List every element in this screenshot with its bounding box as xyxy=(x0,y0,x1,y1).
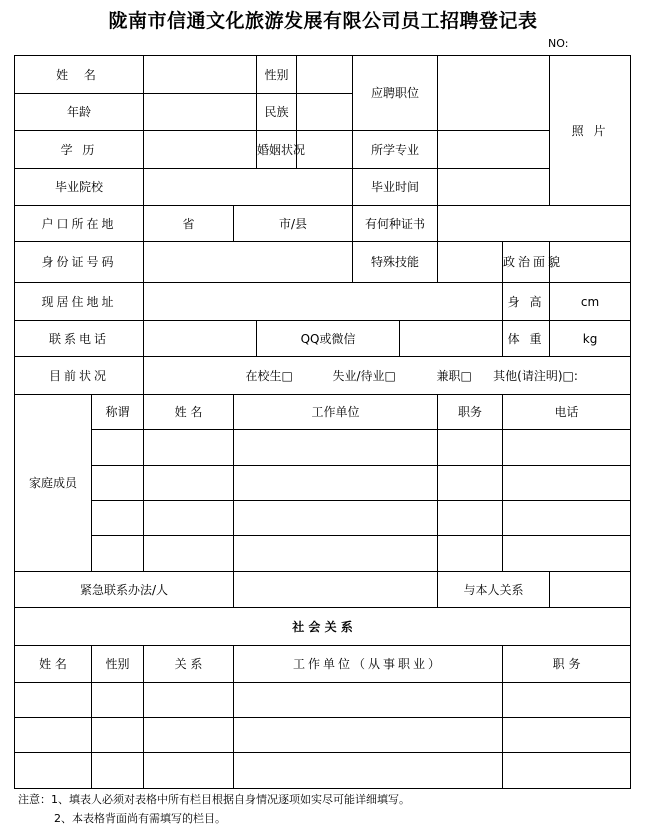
major-label: 所学专业 xyxy=(353,131,438,169)
registration-form-table xyxy=(14,55,631,789)
name-label: 姓 名 xyxy=(15,56,144,94)
status-options xyxy=(144,357,631,395)
status-option-part-time[interactable]: 兼职□ xyxy=(436,368,472,383)
certificates-field[interactable] xyxy=(438,206,631,242)
political-status-label: 政治面貌 xyxy=(503,242,550,283)
note-line-1: 注意：1、填表人必须对表格中所有栏目根据自身情况逐项如实尽可能详细填写。 xyxy=(18,793,410,806)
position-field[interactable] xyxy=(438,56,550,131)
family-members-label: 家庭成员 xyxy=(15,395,92,572)
form-title: 陇南市信通文化旅游发展有限公司员工招聘登记表 xyxy=(108,10,538,32)
relationship-label: 与本人关系 xyxy=(438,572,550,608)
id-number-field[interactable] xyxy=(144,242,353,283)
gender-label: 性别 xyxy=(257,56,297,94)
height-label: 身 高 xyxy=(503,283,550,321)
family-row xyxy=(15,536,631,572)
graduation-time-label: 毕业时间 xyxy=(353,169,438,206)
address-label: 现居住地址 xyxy=(15,283,144,321)
position-label: 应聘职位 xyxy=(353,56,438,131)
social-header-job: 职 务 xyxy=(503,646,631,683)
weight-field[interactable] xyxy=(550,321,631,357)
family-header-title: 称谓 xyxy=(92,395,144,430)
major-field[interactable] xyxy=(438,131,550,169)
age-field[interactable] xyxy=(144,94,257,131)
education-field[interactable] xyxy=(144,131,257,169)
emergency-contact-field[interactable] xyxy=(234,572,438,608)
social-header-name: 姓 名 xyxy=(15,646,92,683)
name-field[interactable] xyxy=(144,56,257,94)
skills-label: 特殊技能 xyxy=(353,242,438,283)
school-label: 毕业院校 xyxy=(15,169,144,206)
photo-box[interactable]: 照 片 xyxy=(550,56,631,206)
marital-status-label: 婚姻状况 xyxy=(257,131,297,169)
province-field[interactable] xyxy=(144,206,234,242)
phone-label: 联系电话 xyxy=(15,321,144,357)
city-label: 市/县 xyxy=(278,216,308,231)
qq-wechat-field[interactable] xyxy=(400,321,503,357)
family-row xyxy=(15,430,631,466)
phone-field[interactable] xyxy=(144,321,257,357)
family-header-phone: 电话 xyxy=(503,395,631,430)
ethnicity-field[interactable] xyxy=(297,94,353,131)
weight-unit: kg xyxy=(582,331,598,346)
address-field[interactable] xyxy=(144,283,503,321)
status-label: 目前状况 xyxy=(15,357,144,395)
gender-field[interactable] xyxy=(297,56,353,94)
certificates-label: 有何种证书 xyxy=(353,206,438,242)
social-header-gender: 性别 xyxy=(92,646,144,683)
skills-field[interactable] xyxy=(438,242,503,283)
ethnicity-label: 民族 xyxy=(257,94,297,131)
education-label: 学 历 xyxy=(15,131,144,169)
family-row xyxy=(15,501,631,536)
qq-wechat-label: QQ或微信 xyxy=(257,321,400,357)
social-row xyxy=(15,683,631,718)
social-header-employer: 工作单位（从事职业） xyxy=(234,646,503,683)
id-number-label: 身份证号码 xyxy=(15,242,144,283)
social-relations-title: 社 会 关 系 xyxy=(15,608,631,646)
family-header-name: 姓 名 xyxy=(144,395,234,430)
province-label: 省 xyxy=(182,216,195,231)
height-unit: cm xyxy=(580,294,600,309)
school-field[interactable] xyxy=(144,169,353,206)
family-header-employer: 工作单位 xyxy=(234,395,438,430)
status-option-other[interactable]: 其他(请注明)□: xyxy=(493,368,578,383)
status-option-student[interactable]: 在校生□ xyxy=(245,368,293,383)
weight-label: 体 重 xyxy=(503,321,550,357)
height-field[interactable] xyxy=(550,283,631,321)
social-row xyxy=(15,718,631,753)
emergency-contact-label: 紧急联系办法/人 xyxy=(15,572,234,608)
family-header-job: 职务 xyxy=(438,395,503,430)
hukou-label: 户口所在地 xyxy=(15,206,144,242)
city-field[interactable] xyxy=(234,206,353,242)
family-row xyxy=(15,466,631,501)
social-header-relation: 关 系 xyxy=(144,646,234,683)
age-label: 年龄 xyxy=(15,94,144,131)
graduation-time-field[interactable] xyxy=(438,169,550,206)
social-row xyxy=(15,753,631,789)
note-line-2: 2、本表格背面尚有需填写的栏目。 xyxy=(54,812,226,825)
status-option-unemployed[interactable]: 失业/待业□ xyxy=(332,368,396,383)
relationship-field[interactable] xyxy=(550,572,631,608)
form-notes xyxy=(18,790,410,828)
form-number-label: NO: xyxy=(548,37,569,50)
